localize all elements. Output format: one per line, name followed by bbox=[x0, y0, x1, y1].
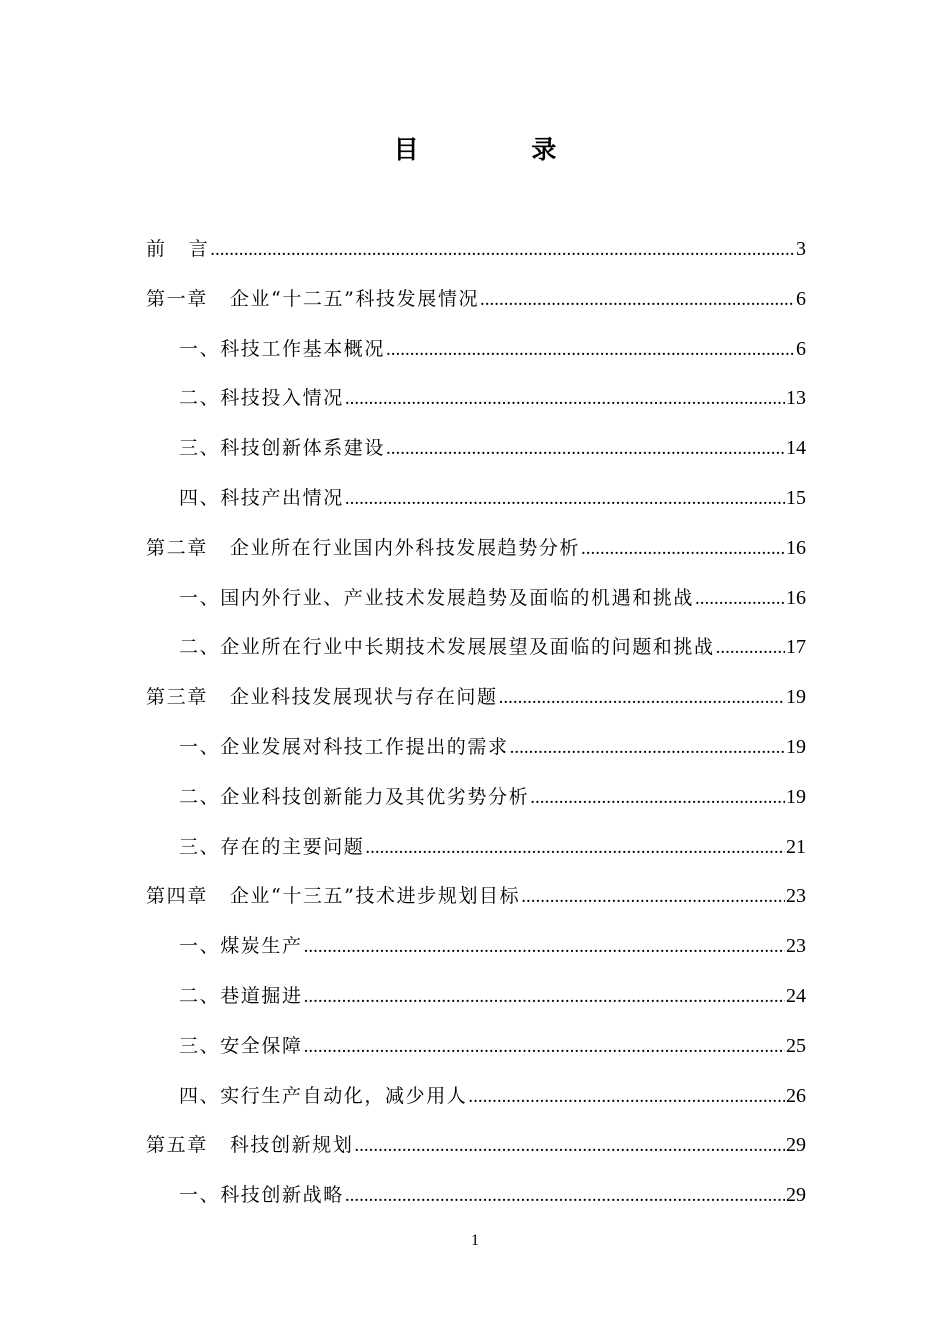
toc-leader-dots bbox=[499, 680, 785, 716]
toc-entry-label: 前 言 bbox=[146, 238, 210, 260]
toc-entry-label: 三、存在的主要问题 bbox=[179, 835, 365, 858]
toc-entry-label: 一、国内外行业、产业技术发展趋势及面临的机遇和挑战 bbox=[179, 586, 695, 609]
toc-entry-label: 一、企业发展对科技工作提出的需求 bbox=[179, 735, 509, 758]
toc-entry-page: 6 bbox=[796, 337, 806, 360]
toc-entry-page: 16 bbox=[786, 536, 806, 559]
toc-entry[interactable] bbox=[146, 779, 806, 829]
toc-entry-page: 29 bbox=[786, 1134, 806, 1157]
toc-leader-dots bbox=[345, 481, 785, 517]
toc-entry-page: 21 bbox=[786, 835, 806, 858]
toc-entry-page: 26 bbox=[786, 1084, 806, 1107]
toc-leader-dots bbox=[530, 780, 785, 816]
toc-entry-page: 15 bbox=[786, 486, 806, 509]
toc-leader-dots bbox=[210, 232, 795, 268]
toc-entry[interactable] bbox=[146, 231, 806, 281]
page-number: 1 bbox=[471, 1232, 479, 1249]
toc-entry[interactable] bbox=[146, 430, 806, 480]
toc-entry-page: 6 bbox=[796, 287, 806, 310]
toc-entry-label: 二、企业所在行业中长期技术发展展望及面临的问题和挑战 bbox=[179, 636, 715, 659]
toc-entry-page: 23 bbox=[786, 885, 806, 908]
toc-entry-label: 第一章 企业“十二五”科技发展情况 bbox=[146, 287, 480, 310]
toc-entry[interactable] bbox=[146, 1177, 806, 1227]
toc-leader-dots bbox=[510, 730, 785, 766]
toc-leader-dots bbox=[345, 381, 785, 417]
toc-entry[interactable] bbox=[146, 530, 806, 580]
toc-entry[interactable] bbox=[146, 978, 806, 1028]
toc-entry[interactable] bbox=[146, 480, 806, 530]
toc-entry-label: 三、科技创新体系建设 bbox=[179, 437, 386, 460]
toc-entry[interactable] bbox=[146, 380, 806, 430]
toc-leader-dots bbox=[386, 431, 785, 467]
toc-leader-dots bbox=[695, 581, 785, 617]
toc-entry-page: 24 bbox=[786, 984, 806, 1007]
toc-entry-page: 19 bbox=[786, 785, 806, 808]
toc-entry[interactable] bbox=[146, 679, 806, 729]
toc-entry-page: 17 bbox=[786, 636, 806, 659]
toc-entry[interactable] bbox=[146, 829, 806, 879]
toc-entry-label: 第五章 科技创新规划 bbox=[146, 1134, 354, 1157]
toc-leader-dots bbox=[304, 929, 785, 965]
toc-leader-dots bbox=[365, 830, 785, 866]
toc-entry[interactable] bbox=[146, 1078, 806, 1128]
toc-entry-page: 14 bbox=[786, 437, 806, 460]
toc-leader-dots bbox=[581, 531, 785, 567]
toc-leader-dots bbox=[354, 1128, 785, 1164]
toc-entry-page: 23 bbox=[786, 935, 806, 958]
toc-entry-page: 13 bbox=[786, 387, 806, 410]
toc-entry-label: 第四章 企业“十三五”技术进步规划目标 bbox=[146, 885, 521, 908]
toc-entry-label: 一、科技创新战略 bbox=[179, 1184, 344, 1207]
toc-entry-label: 一、科技工作基本概况 bbox=[179, 337, 386, 360]
toc-entry[interactable] bbox=[146, 331, 806, 381]
toc-entry-page: 19 bbox=[786, 735, 806, 758]
toc-entry-page: 3 bbox=[796, 238, 806, 260]
toc-entry-page: 19 bbox=[786, 686, 806, 709]
toc-entry-label: 三、安全保障 bbox=[179, 1034, 303, 1057]
toc-entry[interactable] bbox=[146, 729, 806, 779]
toc-entry-label: 第三章 企业科技发展现状与存在问题 bbox=[146, 686, 498, 709]
toc-entry-label: 二、科技投入情况 bbox=[179, 387, 344, 410]
toc-entry-label: 四、科技产出情况 bbox=[179, 486, 344, 509]
toc-entry[interactable] bbox=[146, 1127, 806, 1177]
table-of-contents bbox=[146, 231, 806, 1227]
toc-entry[interactable] bbox=[146, 1028, 806, 1078]
toc-entry-label: 四、实行生产自动化，减少用人 bbox=[179, 1084, 468, 1107]
toc-entry-label: 二、企业科技创新能力及其优劣势分析 bbox=[179, 785, 530, 808]
toc-leader-dots bbox=[480, 282, 795, 318]
toc-leader-dots bbox=[304, 979, 785, 1015]
toc-leader-dots bbox=[386, 332, 795, 368]
toc-title: 目 录 bbox=[393, 135, 609, 164]
toc-entry[interactable] bbox=[146, 281, 806, 331]
toc-entry[interactable] bbox=[146, 580, 806, 630]
toc-entry-page: 25 bbox=[786, 1034, 806, 1057]
toc-leader-dots bbox=[304, 1029, 785, 1065]
toc-entry-label: 第二章 企业所在行业国内外科技发展趋势分析 bbox=[146, 536, 581, 559]
toc-entry[interactable] bbox=[146, 878, 806, 928]
toc-leader-dots bbox=[468, 1079, 785, 1115]
toc-leader-dots bbox=[345, 1178, 785, 1214]
toc-entry-label: 一、煤炭生产 bbox=[179, 935, 303, 958]
toc-entry-label: 二、巷道掘进 bbox=[179, 984, 303, 1007]
toc-leader-dots bbox=[716, 630, 785, 666]
toc-entry-page: 16 bbox=[786, 586, 806, 609]
toc-leader-dots bbox=[521, 879, 785, 915]
toc-entry-page: 29 bbox=[786, 1184, 806, 1207]
toc-entry[interactable] bbox=[146, 629, 806, 679]
toc-entry[interactable] bbox=[146, 928, 806, 978]
